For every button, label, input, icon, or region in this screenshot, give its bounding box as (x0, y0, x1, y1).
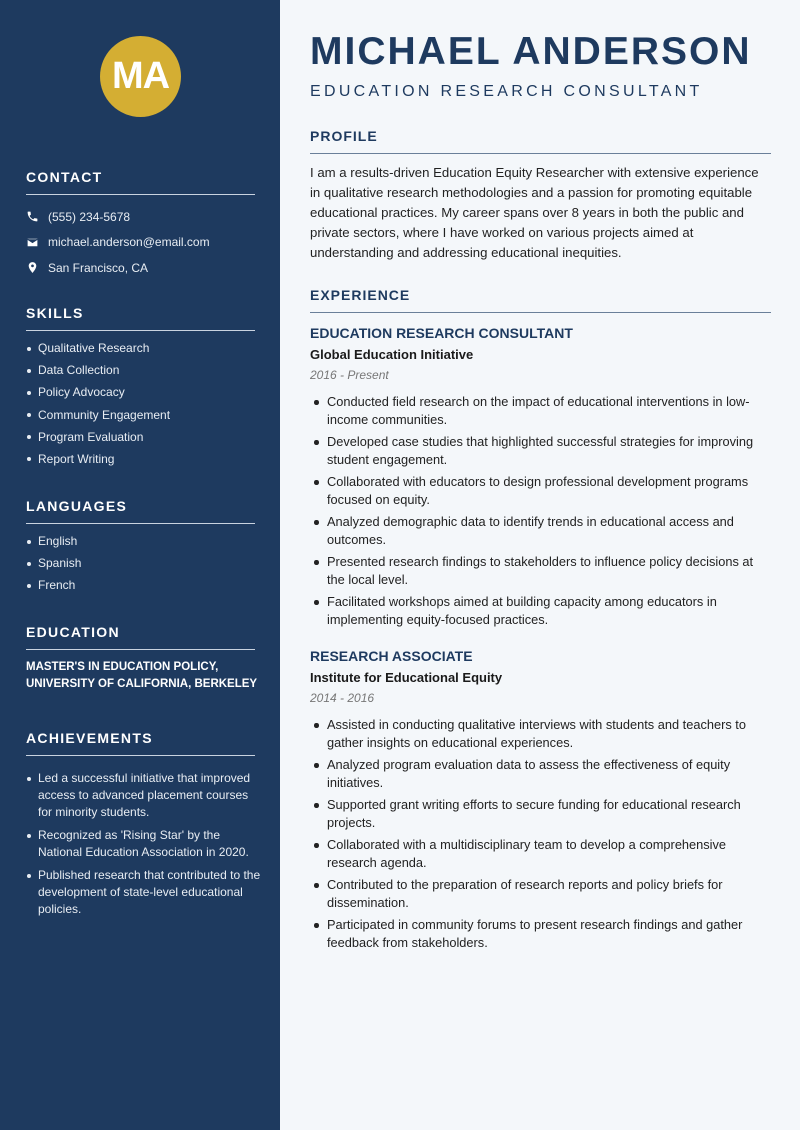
languages-heading: LANGUAGES (26, 498, 255, 524)
sidebar (0, 0, 280, 1130)
job-dates: 2016 - Present (310, 368, 389, 382)
language-item: Spanish (26, 555, 81, 577)
job-dates: 2014 - 2016 (310, 691, 375, 705)
skill-item: Report Writing (26, 451, 170, 473)
job-bullet: Participated in community forums to present research findings and gather feedback from stakeholders. (310, 916, 771, 952)
job-bullets (310, 716, 771, 952)
language-item: French (26, 577, 81, 599)
skill-item: Community Engagement (26, 407, 170, 429)
location-pin-icon (26, 261, 39, 274)
achievement-item: Led a successful initiative that improved access to advanced placement courses for minority students. (26, 770, 261, 821)
avatar: MA (100, 36, 181, 117)
education-heading: EDUCATION (26, 624, 255, 650)
achievements-heading: ACHIEVEMENTS (26, 730, 255, 756)
skills-heading: SKILLS (26, 305, 255, 331)
phone-icon (26, 210, 39, 223)
job-company: Institute for Educational Equity (310, 670, 503, 685)
job-bullet: Analyzed program evaluation data to assess the effectiveness of equity initiatives. (310, 756, 771, 792)
language-item: English (26, 533, 81, 555)
job-title: EDUCATION RESEARCH CONSULTANT (310, 325, 573, 341)
job-bullet: Supported grant writing efforts to secure funding for educational research projects. (310, 796, 771, 832)
skill-item: Program Evaluation (26, 429, 170, 451)
candidate-title: EDUCATION RESEARCH CONSULTANT (310, 83, 703, 100)
skill-item: Data Collection (26, 362, 170, 384)
email-icon (26, 236, 39, 249)
job-title: RESEARCH ASSOCIATE (310, 648, 473, 664)
profile-text: I am a results-driven Education Equity Researcher with extensive experience in qualitative research methodologies and a passion for promoting equitable educational practices. My career spans over 8 years in both the public and private sectors, where I have worked on various projects aimed at understanding and addressing educational inequities. (310, 165, 759, 260)
skills-list (26, 340, 170, 473)
job-bullet: Collaborated with a multidisciplinary team to develop a comprehensive research agenda. (310, 836, 771, 872)
job-entry (310, 325, 771, 633)
contact-heading: CONTACT (26, 169, 255, 195)
contact-email (26, 230, 210, 256)
job-bullet: Presented research findings to stakeholders to influence policy decisions at the local level. (310, 553, 771, 589)
job-bullet: Collaborated with educators to design professional development programs focused on equity. (310, 473, 771, 509)
education-entry (26, 659, 261, 693)
job-bullet: Analyzed demographic data to identify trends in educational access and outcomes. (310, 513, 771, 549)
phone-text: (555) 234-5678 (48, 209, 131, 224)
job-bullet: Contributed to the preparation of research reports and policy briefs for dissemination. (310, 876, 771, 912)
profile-heading: PROFILE (310, 128, 771, 154)
job-bullet: Assisted in conducting qualitative interviews with students and teachers to gather insights on educational experiences. (310, 716, 771, 752)
job-bullets (310, 393, 771, 629)
achievement-item: Published research that contributed to the development of state-level educational policies. (26, 867, 261, 918)
languages-list (26, 533, 81, 600)
candidate-name: MICHAEL ANDERSON (310, 30, 752, 73)
contact-phone (26, 204, 210, 230)
location-text: San Francisco, CA (48, 260, 149, 275)
job-bullet: Conducted field research on the impact of educational interventions in low-income communities. (310, 393, 771, 429)
skill-item: Qualitative Research (26, 340, 170, 362)
email-text: michael.anderson@email.com (48, 235, 210, 250)
job-entry (310, 648, 771, 956)
job-bullet: Developed case studies that highlighted successful strategies for improving student engagement. (310, 433, 771, 469)
contact-location (26, 255, 210, 281)
achievement-item: Recognized as 'Rising Star' by the National Education Association in 2020. (26, 827, 261, 861)
job-bullet: Facilitated workshops aimed at building capacity among educators in implementing equity-focused practices. (310, 593, 771, 629)
contact-list (26, 204, 210, 281)
education-school: UNIVERSITY OF CALIFORNIA, BERKELEY (26, 678, 258, 690)
job-company: Global Education Initiative (310, 347, 474, 362)
achievements-list (26, 770, 261, 924)
experience-heading: EXPERIENCE (310, 287, 771, 313)
education-degree: MASTER'S IN EDUCATION POLICY, (26, 661, 219, 673)
skill-item: Policy Advocacy (26, 384, 170, 406)
